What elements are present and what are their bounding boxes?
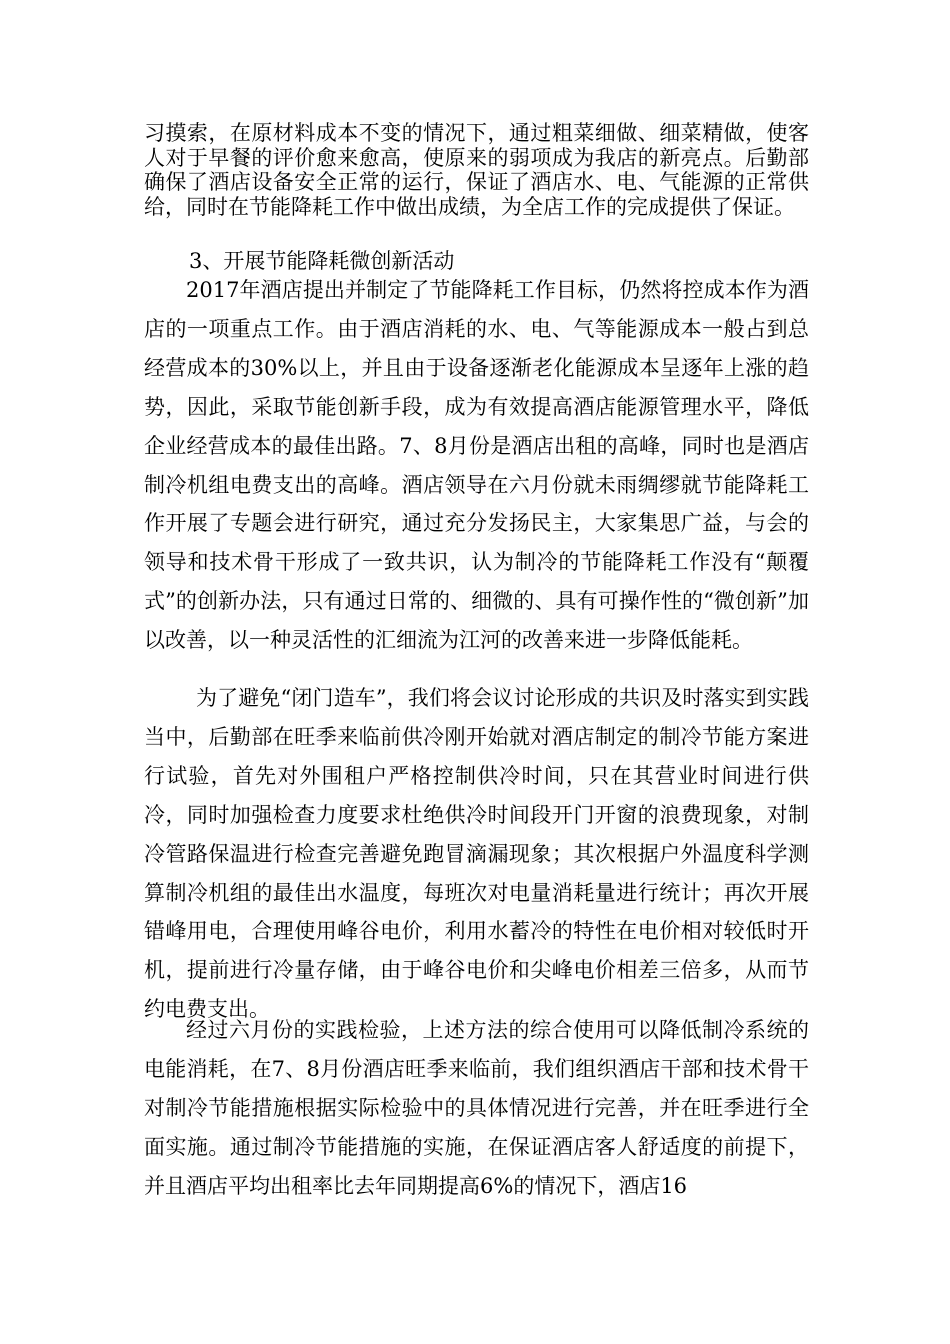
body-paragraph: 经过六月份的实践检验，上述方法的综合使用可以降低制冷系统的电能消耗，在7、8月份酒店旺季来临前，我们组织酒店干部和技术骨干对制冷节能措施根据实际检验中的具体情况进行完善，并在旺季进行全面实施。通过制冷节能措施的实施，在保证酒店客人舒适度的前提下，并且酒店平均出租率比去年同期提高6%的情况下，酒店16 [144,1018,809,1198]
body-paragraph: 2017年酒店提出并制定了节能降耗工作目标，仍然将控成本作为酒店的一项重点工作。由于酒店消耗的水、电、气等能源成本一般占到总经营成本的30%以上，并且由于设备逐渐老化能源成本呈逐年上涨的趋势，因此，采取节能创新手段，成为有效提高酒店能源管理水平，降低企业经营成本的最佳出路。7、8月份是酒店出租的高峰，同时也是酒店制冷机组电费支出的高峰。酒店领导在六月份就未雨绸缪就节能降耗工作开展了专题会进行研究，通过充分发扬民主，大家集思广益，与会的领导和技术骨干形成了一致共识，认为制冷的节能降耗工作没有“颠覆式”的创新办法，只有通过日常的、细微的、具有可操作性的“微创新”加以改善，以一种灵活性的汇细流为江河的改善来进一步降低能耗。 [144,278,809,653]
continuation-paragraph: 习摸索，在原材料成本不变的情况下，通过粗菜细做、细菜精做，使客人对于早餐的评价愈来愈高，使原来的弱项成为我店的新亮点。后勤部确保了酒店设备安全正常的运行，保证了酒店水、电、气能源的正常供给，同时在节能降耗工作中做出成绩，为全店工作的完成提供了保证。 [144,121,809,219]
body-paragraph: 为了避免“闭门造车”，我们将会议讨论形成的共识及时落实到实践当中，后勤部在旺季来临前供冷刚开始就对酒店制定的制冷节能方案进行试验，首先对外围租户严格控制供冷时间，只在其营业时间进行供冷，同时加强检查力度要求杜绝供冷时间段开门开窗的浪费现象，对制冷管路保温进行检查完善避免跑冒滴漏现象；其次根据户外温度科学测算制冷机组的最佳出水温度，每班次对电量消耗量进行统计；再次开展错峰用电，合理使用峰谷电价，利用水蓄冷的特性在电价相对较低时开机，提前进行冷量存储，由于峰谷电价和尖峰电价相差三倍多，从而节约电费支出。 [144,686,809,1022]
section-heading: 3、开展节能降耗微创新活动 [189,249,455,273]
